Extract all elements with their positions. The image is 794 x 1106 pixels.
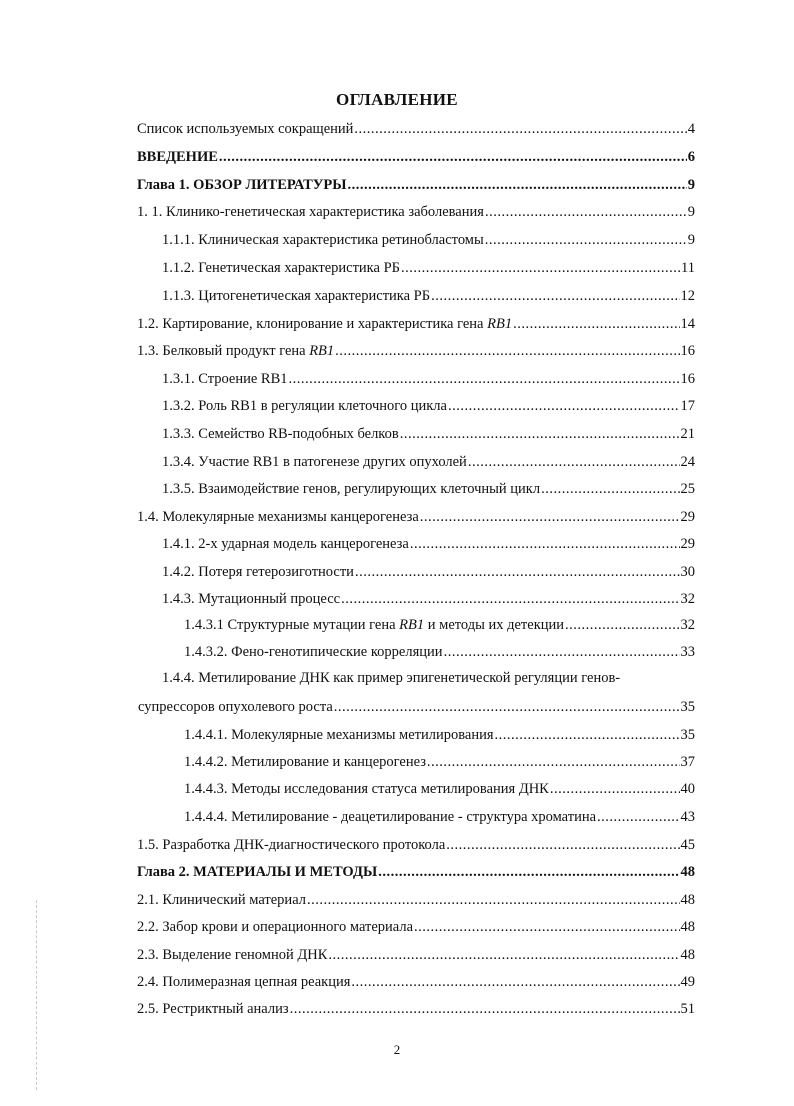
scan-edge-mark: [36, 900, 38, 1090]
toc-entry-label: 2.5. Рестриктный анализ: [137, 1001, 289, 1017]
toc-entry-label: 1.1.1. Клиническая характеристика ретинобластомы: [162, 232, 484, 248]
leader-dots: [307, 889, 680, 911]
leader-dots: [355, 561, 680, 583]
toc-entry-page: 29: [680, 536, 695, 552]
leader-dots: [348, 174, 687, 196]
leader-dots: [219, 146, 687, 168]
leader-dots: [444, 641, 680, 663]
toc-entry-label: 1.3.3. Семейство RB-подобных белков: [162, 426, 399, 442]
toc-entry-page: 32: [680, 591, 695, 607]
toc-entry-page: 30: [680, 564, 695, 580]
toc-entry-page: 16: [680, 371, 695, 387]
toc-entry[interactable]: [137, 944, 695, 966]
toc-entry-page: 48: [680, 864, 695, 880]
toc-entry-page: 9: [687, 232, 695, 248]
toc-entry-page: 33: [680, 644, 695, 660]
leader-dots: [289, 368, 680, 390]
leader-dots: [468, 451, 680, 473]
toc-entry-page: 16: [680, 343, 695, 359]
leader-dots: [431, 285, 679, 307]
toc-entry[interactable]: [162, 257, 695, 279]
toc-entry-page: 24: [680, 454, 695, 470]
toc-entry[interactable]: [137, 201, 695, 223]
toc-entry-label: 1.3.5. Взаимодействие генов, регулирующих клеточный цикл: [162, 481, 541, 497]
toc-entry[interactable]: [162, 229, 695, 251]
leader-dots: [541, 478, 679, 500]
toc-entry-label: 1.4.3.1 Структурные мутации гена RB1 и методы их детекции: [184, 617, 565, 633]
toc-entry-page: 51: [680, 1001, 695, 1017]
leader-dots: [550, 778, 680, 800]
toc-entry-page: 6: [687, 149, 695, 165]
leader-dots: [401, 257, 680, 279]
toc-entry[interactable]: [137, 174, 695, 196]
toc-entry-label: 1.3.4. Участие RB1 в патогенезе других опухолей: [162, 454, 467, 470]
toc-entry-page: 48: [680, 919, 695, 935]
leader-dots: [485, 201, 687, 223]
toc-entry-label: 1.4.4.4. Метилирование - деацетилирование - структура хроматина: [184, 809, 597, 825]
toc-entry-label: Список используемых сокращений: [137, 121, 354, 137]
toc-entry[interactable]: [137, 146, 695, 168]
toc-entry[interactable]: [137, 313, 695, 335]
leader-dots: [565, 614, 679, 636]
leader-dots: [420, 506, 680, 528]
toc-entry-label: 1.2. Картирование, клонирование и характеристика гена RB1: [137, 316, 513, 332]
leader-dots: [290, 998, 680, 1020]
toc-entry[interactable]: [137, 506, 695, 528]
toc-entry-label: 2.3. Выделение геномной ДНК: [137, 947, 328, 963]
toc-entry-label: 2.2. Забор крови и операционного материала: [137, 919, 414, 935]
toc-entry-label-line1: 1.4.4. Метилирование ДНК как пример эпигенетической регуляции генов-: [162, 670, 621, 686]
toc-entry-page: 37: [680, 754, 695, 770]
leader-dots: [446, 834, 679, 856]
toc-entry[interactable]: [137, 916, 695, 938]
toc-entry[interactable]: [162, 533, 695, 555]
toc-entry-page: 29: [680, 509, 695, 525]
toc-entry-label: 1.3. Белковый продукт гена RB1: [137, 343, 335, 359]
toc-entry[interactable]: [137, 998, 695, 1020]
leader-dots: [400, 423, 680, 445]
toc-entry-page: 43: [680, 809, 695, 825]
toc-entry-page: 25: [680, 481, 695, 497]
toc-entry-label: 1.4.2. Потеря гетерозиготности: [162, 564, 354, 580]
toc-entry[interactable]: [184, 778, 695, 800]
toc-entry[interactable]: [137, 340, 695, 362]
toc-entry[interactable]: [184, 724, 695, 746]
leader-dots: [341, 588, 679, 610]
toc-entry[interactable]: [162, 478, 695, 500]
gene-name: RB1: [309, 343, 335, 359]
toc-entry-page: 49: [680, 974, 695, 990]
toc-entry-page: 17: [680, 398, 695, 414]
toc-entry-page: 12: [680, 288, 695, 304]
toc-entry[interactable]: [162, 395, 695, 417]
leader-dots: [354, 118, 686, 140]
toc-entry-page: 21: [680, 426, 695, 442]
leader-dots: [328, 944, 679, 966]
leader-dots: [378, 861, 679, 883]
toc-entry-page: 35: [680, 727, 695, 743]
toc-entry-label: Глава 2. МАТЕРИАЛЫ И МЕТОДЫ: [137, 864, 378, 880]
leader-dots: [495, 724, 680, 746]
leader-dots: [513, 313, 679, 335]
toc-entry[interactable]: [162, 368, 695, 390]
toc-entry[interactable]: [162, 423, 695, 445]
toc-entry[interactable]: [137, 889, 695, 911]
toc-entry[interactable]: [184, 751, 695, 773]
toc-entry-label: 1.4.4.1. Молекулярные механизмы метилирования: [184, 727, 494, 743]
page-number: 2: [393, 1042, 401, 1057]
toc-entry[interactable]: [162, 588, 695, 610]
toc-entry-page: 14: [680, 316, 695, 332]
toc-entry-page: 48: [680, 892, 695, 908]
toc-entry-label: 2.4. Полимеразная цепная реакция: [137, 974, 351, 990]
toc-entry[interactable]: [162, 285, 695, 307]
leader-dots: [427, 751, 680, 773]
gene-name: RB1: [487, 316, 513, 332]
leader-dots: [448, 395, 680, 417]
toc-entry-label: 1.5. Разработка ДНК-диагностического протокола: [137, 837, 446, 853]
toc-entry-page: 11: [681, 260, 695, 276]
toc-entry-page: 40: [680, 781, 695, 797]
toc-entry-label: 1. 1. Клинико-генетическая характеристика заболевания: [137, 204, 484, 220]
toc-entry-page: 9: [687, 204, 695, 220]
toc-entry[interactable]: [137, 971, 695, 993]
toc-entry[interactable]: [137, 834, 695, 856]
page-title: ОГЛАВЛЕНИЕ: [336, 90, 458, 109]
leader-dots: [597, 806, 679, 828]
toc-entry-label: 1.4.1. 2-х ударная модель канцерогенеза: [162, 536, 409, 552]
toc-entry-label: 1.4.4.3. Методы исследования статуса метилирования ДНК: [184, 781, 549, 797]
toc-entry[interactable]: [184, 806, 695, 828]
leader-dots: [335, 340, 679, 362]
toc-entry[interactable]: [184, 641, 695, 663]
toc-entry-label: 1.3.1. Строение RB1: [162, 371, 288, 387]
toc-entry-label: 1.1.3. Цитогенетическая характеристика РБ: [162, 288, 431, 304]
toc-entry-label: 1.4.3.2. Фено-генотипические корреляции: [184, 644, 443, 660]
toc-entry-page: 9: [687, 177, 695, 193]
toc-entry-label: 2.1. Клинический материал: [137, 892, 306, 908]
toc-entry[interactable]: [162, 561, 695, 583]
gene-name: RB1: [399, 617, 425, 633]
leader-dots: [485, 229, 687, 251]
toc-entry-multiline[interactable]: [138, 667, 695, 715]
leader-dots: [351, 971, 679, 993]
toc-entry-page: 32: [680, 617, 695, 633]
toc-entry-label-line2: супрессоров опухолевого роста ..... 35: [138, 696, 695, 718]
toc-entry-label: 1.4.4.2. Метилирование и канцерогенез: [184, 754, 426, 770]
toc-entry-page: 35: [680, 699, 695, 715]
toc-entry[interactable]: [137, 861, 695, 883]
toc-entry[interactable]: [184, 614, 695, 636]
toc-entry[interactable]: [162, 451, 695, 473]
toc-entry-label: Глава 1. ОБЗОР ЛИТЕРАТУРЫ: [137, 177, 347, 193]
toc-entry-page: 4: [687, 121, 695, 137]
leader-dots: [334, 696, 680, 718]
toc-entry-page: 45: [680, 837, 695, 853]
toc-entry[interactable]: [137, 118, 695, 140]
toc-entry-label: ВВЕДЕНИЕ: [137, 149, 218, 165]
toc-entry-label: 1.3.2. Роль RB1 в регуляции клеточного цикла: [162, 398, 447, 414]
toc-entry-page: 48: [680, 947, 695, 963]
toc-entry-label: 1.4.3. Мутационный процесс: [162, 591, 341, 607]
toc-entry-label: 1.4. Молекулярные механизмы канцерогенеза: [137, 509, 419, 525]
toc-entry-label: 1.1.2. Генетическая характеристика РБ: [162, 260, 400, 276]
leader-dots: [414, 916, 679, 938]
leader-dots: [410, 533, 680, 555]
